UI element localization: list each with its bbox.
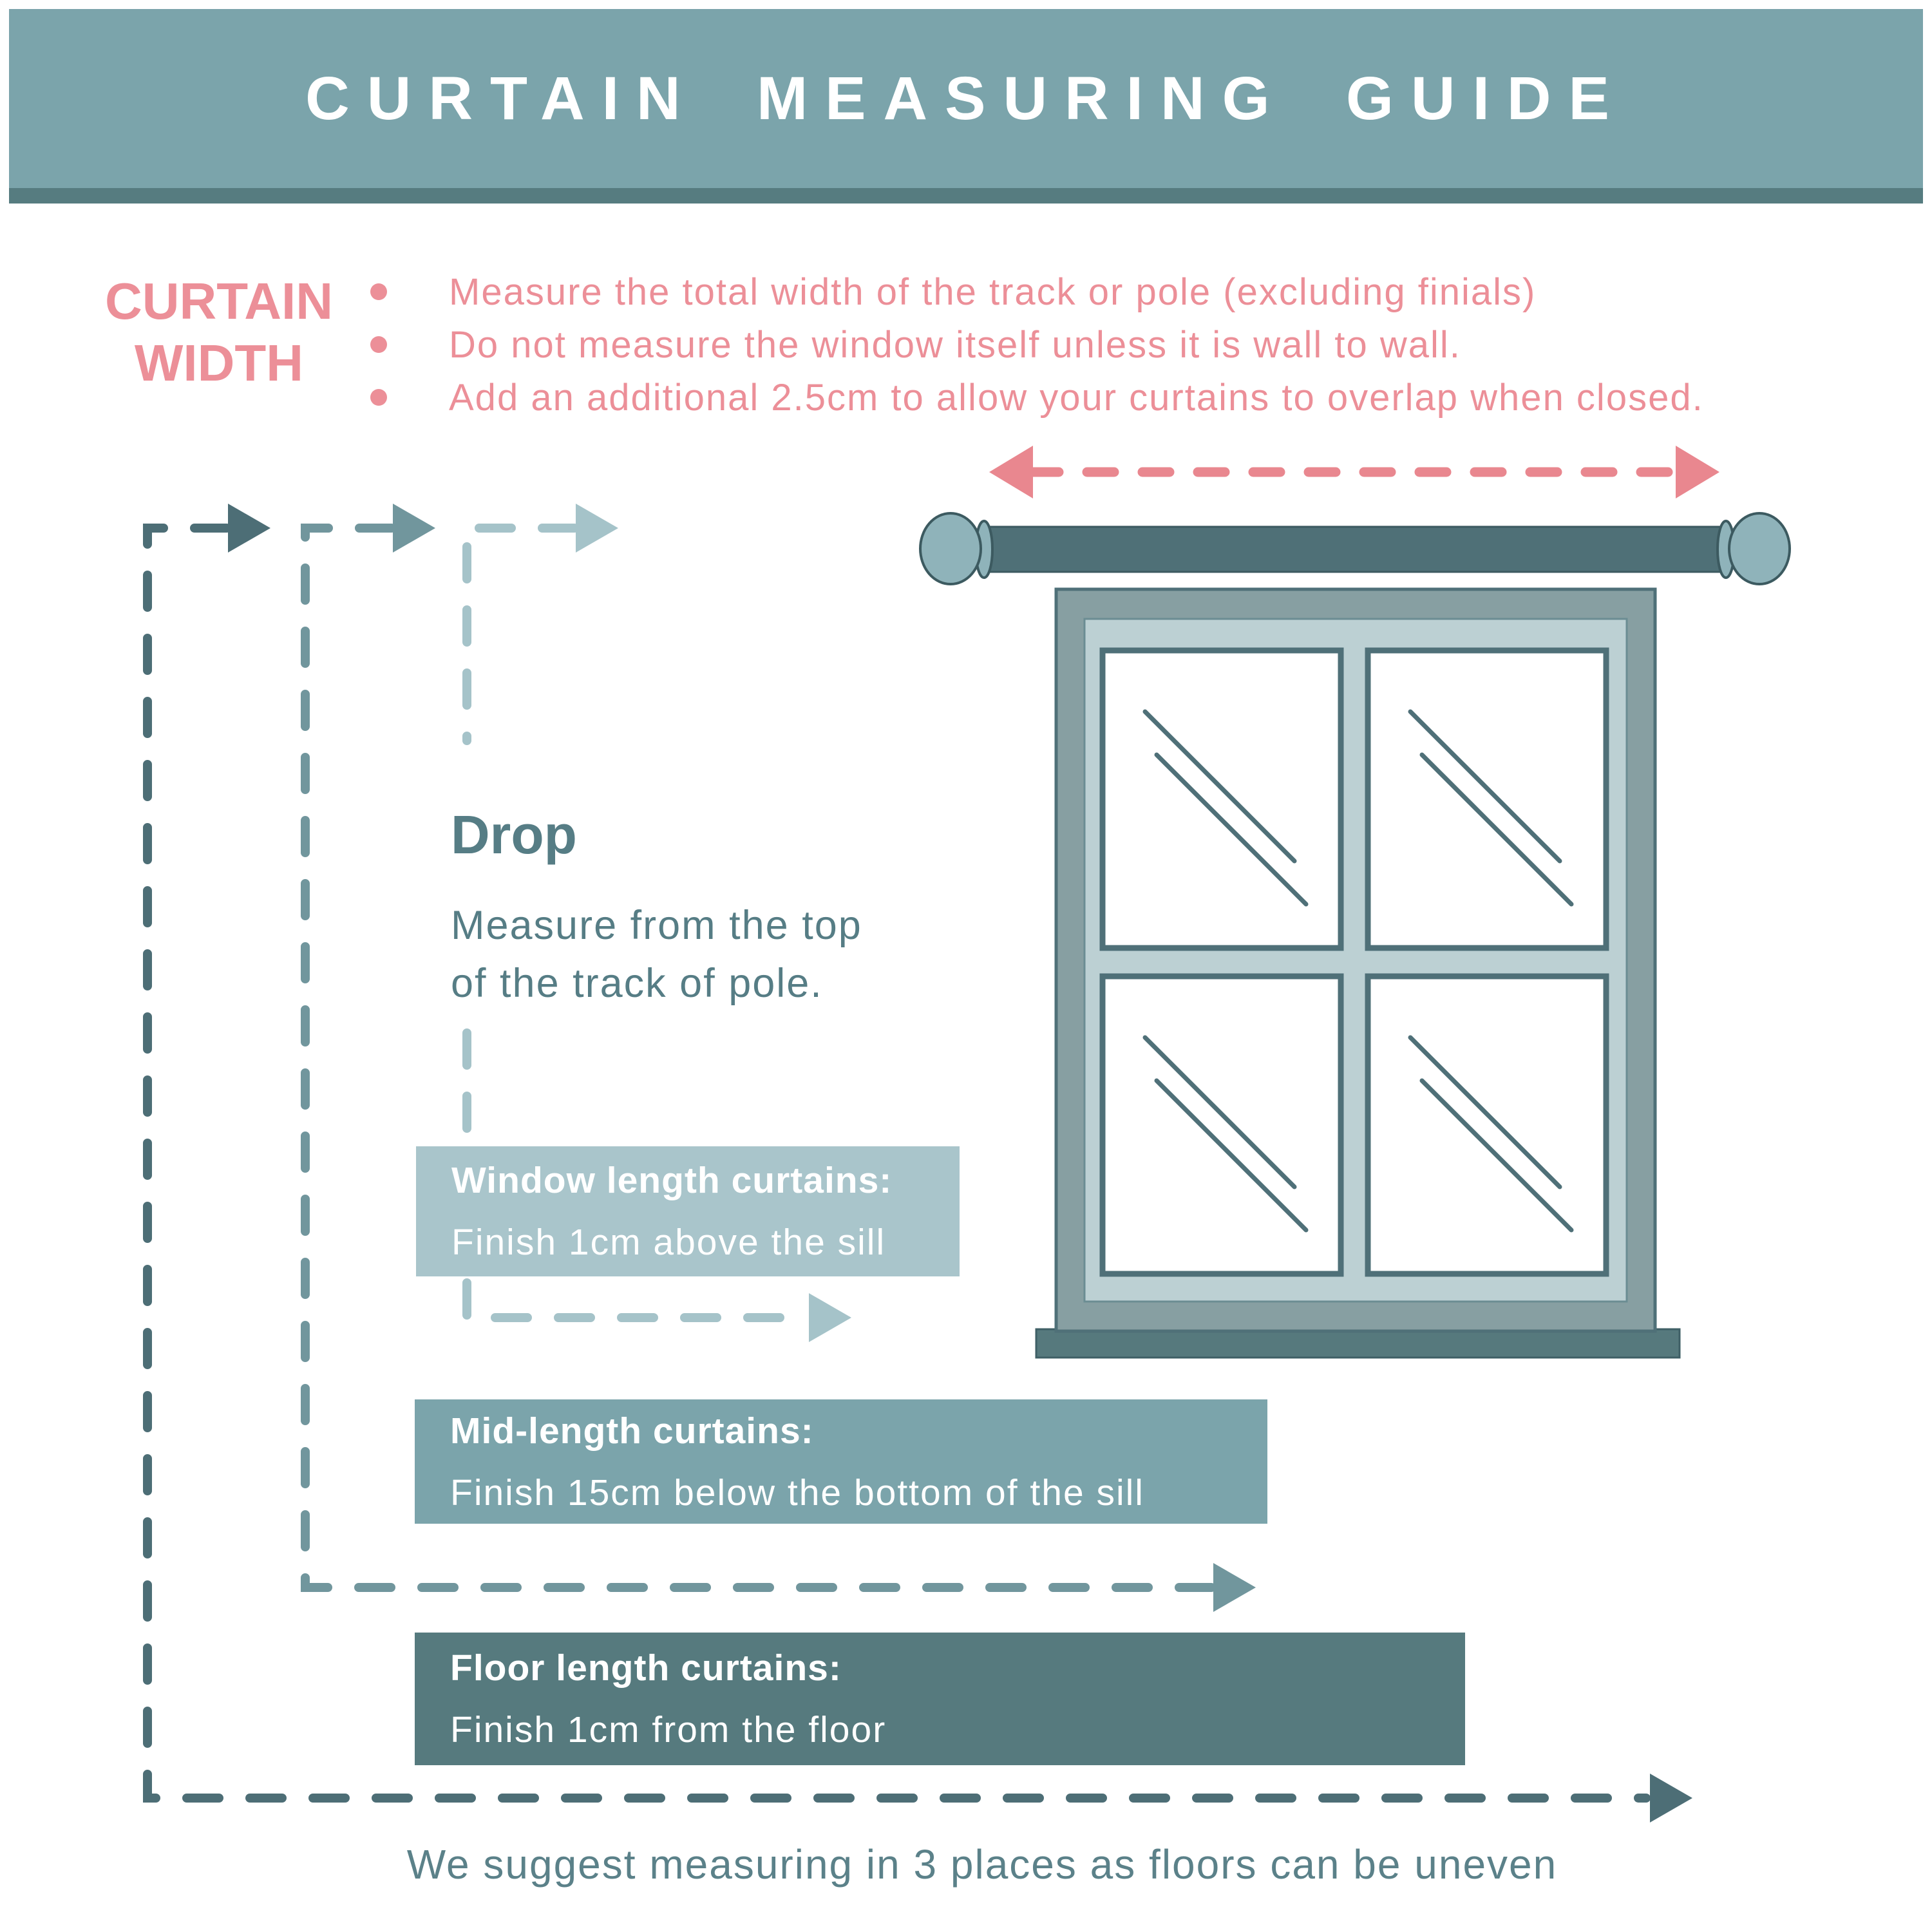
drop-description-line2: of the track of pole. — [451, 961, 823, 1006]
window-illustration — [1036, 589, 1680, 1358]
drop-description — [451, 896, 862, 1012]
window-sill — [1036, 1329, 1680, 1358]
floor-length-title: Floor length curtains: — [450, 1647, 842, 1689]
mid-length-detail: Finish 15cm below the bottom of the sill — [450, 1472, 1144, 1513]
window-length-detail: Finish 1cm above the sill — [451, 1222, 886, 1263]
arrowhead-right-icon — [1676, 446, 1719, 498]
window-pane — [1103, 650, 1341, 948]
arrowhead-icon — [1650, 1774, 1692, 1823]
bullet-item — [370, 371, 1704, 424]
window-length-title: Window length curtains: — [451, 1160, 893, 1201]
bullet-text: Do not measure the window itself unless it is wall to wall. — [449, 323, 1461, 366]
curtain-width-label — [97, 270, 341, 394]
bullet-dot-icon — [370, 336, 387, 353]
arrowhead-left-icon — [989, 446, 1033, 498]
arrowhead-icon — [228, 504, 270, 553]
window-pane — [1103, 976, 1341, 1274]
pole-finial-right-icon — [1729, 513, 1790, 584]
bullet-dot-icon — [370, 389, 387, 406]
window-length-box — [416, 1146, 960, 1276]
window-pane — [1368, 976, 1606, 1274]
header-banner — [9, 9, 1923, 188]
mid-length-title: Mid-length curtains: — [450, 1410, 814, 1452]
drop-title: Drop — [451, 804, 577, 865]
bullet-dot-icon — [370, 283, 387, 300]
curtain-width-label-line1: CURTAIN — [104, 272, 334, 330]
curtain-width-bullet-list — [370, 265, 1704, 424]
arrowhead-icon — [1213, 1563, 1256, 1612]
curtain-pole — [920, 513, 1790, 584]
drop-description-line1: Measure from the top — [451, 903, 862, 948]
page-title: CURTAIN MEASURING GUIDE — [305, 64, 1627, 133]
arrowhead-icon — [576, 504, 618, 553]
bullet-text: Measure the total width of the track or pole (excluding finials) — [449, 270, 1537, 313]
curtain-width-arrow-icon — [989, 446, 1719, 498]
mid-length-box — [415, 1399, 1267, 1524]
floor-length-detail: Finish 1cm from the floor — [450, 1709, 887, 1750]
footer-note: We suggest measuring in 3 places as floors can be uneven — [406, 1841, 1558, 1888]
bullet-text: Add an additional 2.5cm to allow your curtains to overlap when closed. — [449, 376, 1704, 419]
arrowhead-icon — [393, 504, 435, 553]
header-banner-strip — [9, 188, 1923, 204]
window-pane — [1368, 650, 1606, 948]
bullet-item — [370, 265, 1704, 318]
pole-finial-left-icon — [920, 513, 981, 584]
bullet-item — [370, 318, 1704, 371]
floor-length-box — [415, 1633, 1465, 1765]
arrowhead-icon — [809, 1293, 851, 1342]
curtain-width-label-line2: WIDTH — [134, 334, 304, 392]
